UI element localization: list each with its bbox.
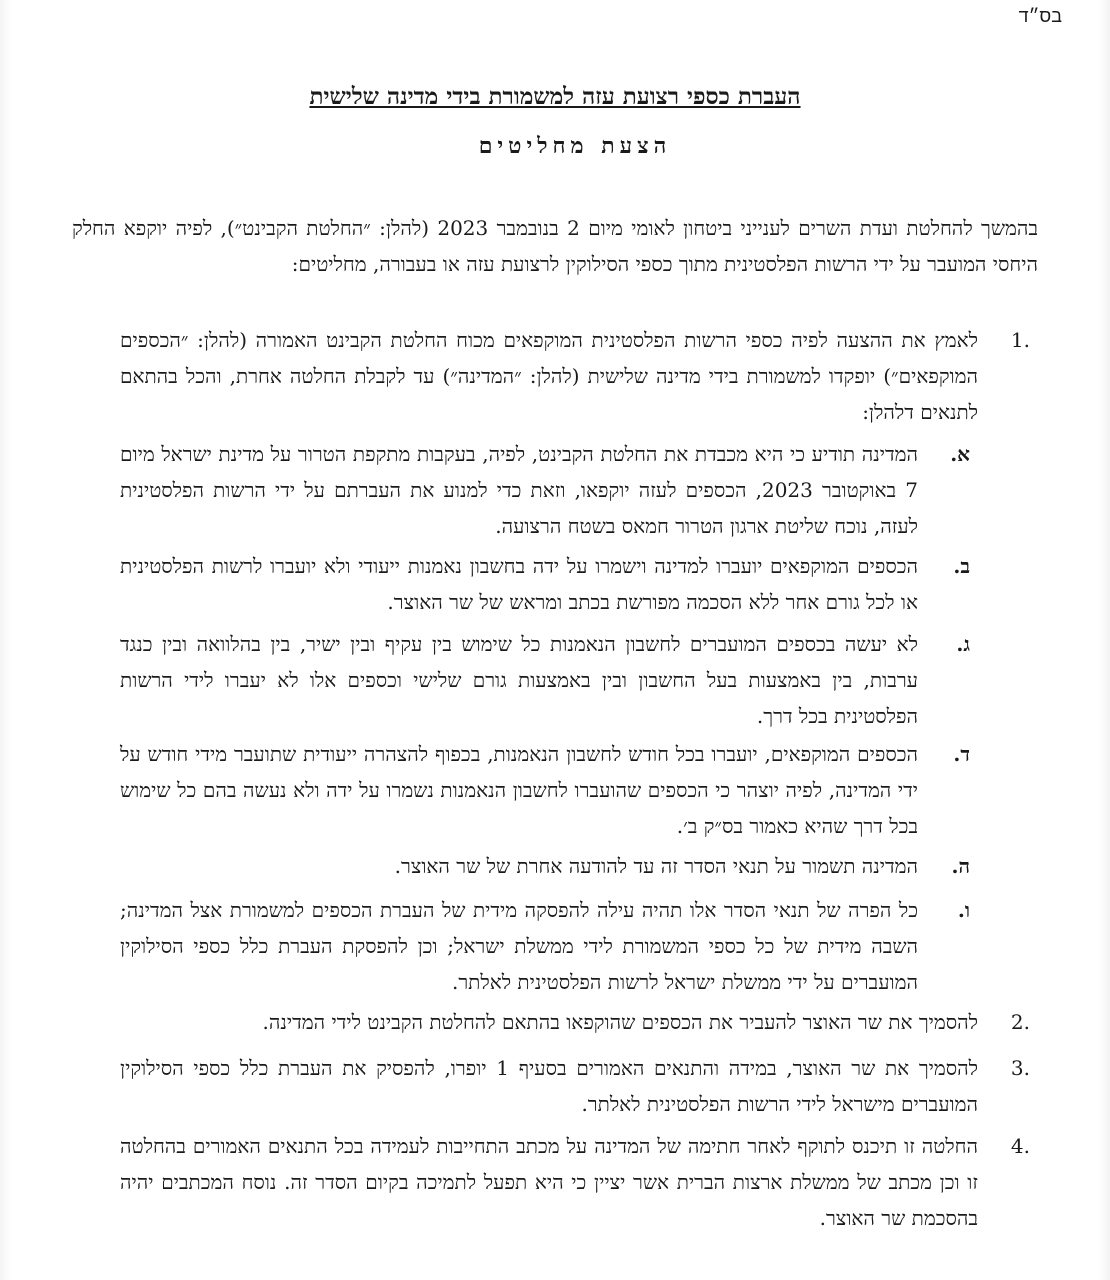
document-subtitle: הצעת מחליטים bbox=[478, 133, 672, 159]
resolution-text: לאמץ את ההצעה לפיה כספי הרשות הפלסטינית המוקפאים מכוח החלטת הקבינט האמורה (להלן: ״הכספים המוקפאים״) יופקדו למשמורת בידי מדינה שלישית (להלן: ״המדינה״) עד לקבלת החלטה אחרת, והכל בהתאם לתנאים דלהלן: bbox=[120, 328, 979, 424]
sub-item-text: הכספים המוקפאים יועברו למדינה וישמרו על ידה בחשבון נאמנות ייעודי ולא יועברו לרשות הפלסטינית או לכל גורם אחר ללא הסכמה מפורשת בכתב ומראש של שר האוצר. bbox=[120, 554, 918, 614]
sub-item-text: המדינה תודיע כי היא מכבדת את החלטת הקבינט, לפיה, בעקבות מתקפת הטרור על מדינת ישראל מיום 7 באוקטובר 2023, הכספים לעזה יוקפאו, וזאת כדי למנוע את העברתם על ידי הרשות הפלסטינית לעזה, נוכח שליטת ארגון הטרור חמאס בשטח הרצועה. bbox=[120, 442, 918, 538]
sub-item-letter: ב. bbox=[953, 554, 970, 578]
sub-item-text: הכספים המוקפאים, יועברו בכל חודש לחשבון הנאמנות, בכפוף להצהרה ייעודית שתועבר מידי חודש על ידי המדינה, לפיה יוצהר כי הכספים שהועברו לחשבון הנאמנות נשמרו על ידה ולא נעשה בהם כל שימוש בכל דרך שהיא כאמור בס״ק ב׳. bbox=[120, 742, 918, 838]
top-note: בס״ד bbox=[1018, 6, 1062, 26]
sub-item-text: כל הפרה של תנאי הסדר אלו תהיה עילה להפסקה מידית של העברת הכספים למשמורת אצל המדינה; השבה מידית של כל כספי המשמורת לידי ממשלת ישראל; וכן להפסקת העברת כלל כספי הסילוקין המועברים על ידי ממשלת ישראל לרשות הפלסטינית לאלתר. bbox=[120, 898, 918, 994]
sub-item-letter: ד. bbox=[953, 742, 970, 766]
sub-item-text: המדינה תשמור על תנאי הסדר זה עד להודעה אחרת של שר האוצר. bbox=[394, 854, 918, 878]
resolution-text: להסמיך את שר האוצר, במידה והתנאים האמורים בסעיף 1 יופרו, להפסיק את העברת כלל כספי הסילוקין המועברים מישראל לידי הרשות הפלסטינית לאלתר. bbox=[120, 1056, 978, 1116]
resolution-number: 4. bbox=[1010, 1134, 1030, 1158]
document-title: העברת כספי רצועת עזה למשמורת בידי מדינה שלישית bbox=[309, 83, 801, 110]
resolution-number: 1. bbox=[1010, 328, 1030, 352]
resolution-text: החלטה זו תיכנס לתוקף לאחר חתימה של המדינה על מכתב התחייבות לעמידה בכל התנאים האמורים בהחלטה זו וכן מכתב של ממשלת ארצות הברית אשר יציין כי היא תפעל לתמיכה בקיום הסדר זה. נוסח המכתבים יהיה בהסכמת שר האוצר. bbox=[120, 1134, 978, 1230]
resolution-number: 2. bbox=[1010, 1010, 1030, 1034]
sub-item-letter: ג. bbox=[956, 632, 970, 656]
sub-item-text: לא יעשה בכספים המועברים לחשבון הנאמנות כל שימוש בין עקיף ובין ישיר, בין בהלוואה ובין כנגד ערבות, בין באמצעות בעל החשבון ובין באמצעות גורם שלישי וכספים אלו לא יעברו לידי הרשות הפלסטינית בכל דרך. bbox=[120, 632, 918, 728]
resolution-text: להסמיך את שר האוצר להעביר את הכספים שהוקפאו בהתאם להחלטת הקבינט לידי המדינה. bbox=[262, 1010, 978, 1034]
sub-item-letter: ו. bbox=[957, 898, 970, 922]
resolution-number: 3. bbox=[1010, 1056, 1030, 1080]
sub-item-letter: א. bbox=[950, 442, 970, 466]
intro-paragraph: בהמשך להחלטת ועדת השרים לענייני ביטחון לאומי מיום 2 בנובמבר 2023 (להלן: ״החלטת הקבינט״), לפיה יוקפא החלק היחסי המועבר על ידי הרשות הפלסטינית מתוך כספי הסילוקין לרצועת עזה או בעבורה, מחליטים: bbox=[72, 216, 1038, 276]
sub-item-letter: ה. bbox=[951, 854, 970, 878]
